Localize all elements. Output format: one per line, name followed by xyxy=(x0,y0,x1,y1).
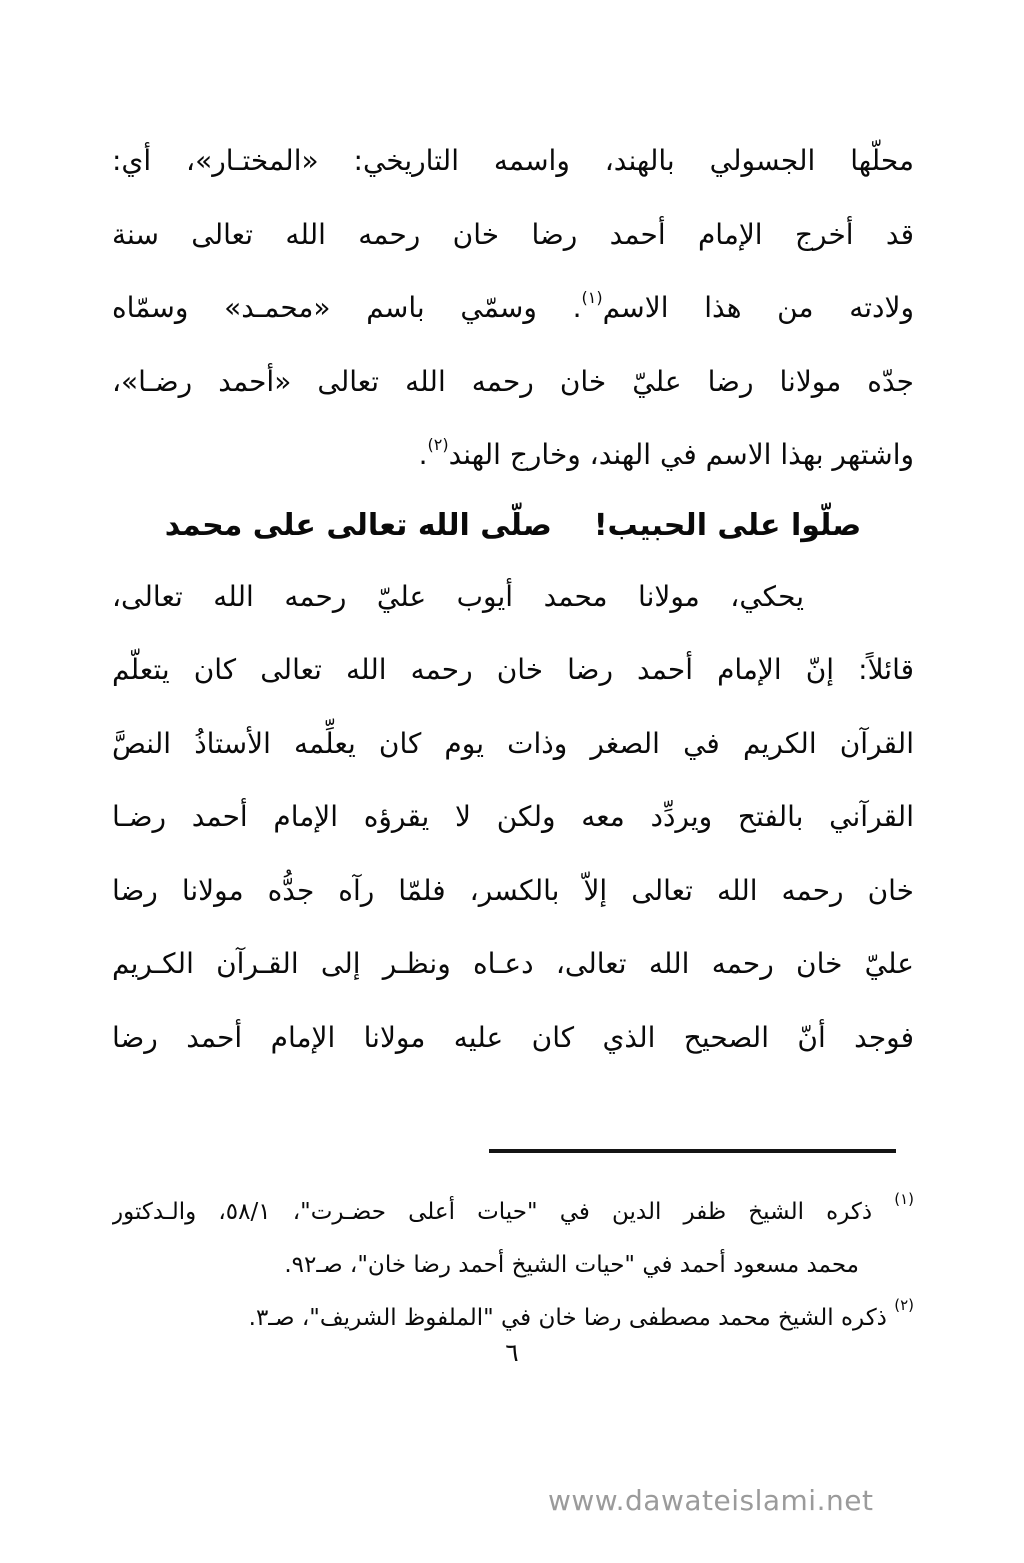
footnote-1-line-1 xyxy=(112,1186,914,1239)
salat-heading xyxy=(112,492,914,560)
body-line-7: يحكي، مولانا محمد أيوب عليّ رحمه الله تعالى، xyxy=(112,579,804,613)
footnote-separator xyxy=(489,1149,896,1153)
body-line-3-text-after: . وسمّي باسم «محمـد» وسمّاه xyxy=(112,291,582,324)
body-line-8: قائلاً: إنّ الإمام أحمد رضا خان رحمه الله تعالى كان يتعلّم xyxy=(112,653,914,686)
body-line-13: فوجد أنّ الصحيح الذي كان عليه مولانا الإمام أحمد رضا xyxy=(112,1020,914,1054)
body-line-10: القرآني بالفتح ويردِّد معه ولكن لا يقرؤه الإمام أحمد رضـا xyxy=(112,800,914,833)
footnote-1-marker: (١) xyxy=(894,1190,914,1209)
footnotes xyxy=(112,1186,914,1345)
footnote-2-marker: (٢) xyxy=(894,1296,914,1315)
body-line-3 xyxy=(112,271,914,345)
body-text xyxy=(112,124,914,1074)
salat-call: صلّوا على الحبيب! xyxy=(593,507,862,543)
body-line-5 xyxy=(112,418,914,492)
watermark-url: www.dawateislami.net xyxy=(548,1484,874,1517)
footnote-ref-2: (٢) xyxy=(427,434,449,454)
body-line-11: خان رحمه الله تعالى إلاّ بالكسر، فلمّا رآه جدُّه مولانا رضا xyxy=(112,873,914,907)
footnote-ref-1: (١) xyxy=(581,287,603,307)
footnote-1-line-2: محمد مسعود أحمد في "حيات الشيخ أحمد رضا خان"، صـ٩٢. xyxy=(284,1252,859,1278)
body-line-1: محلّها الجسولي بالهند، واسمه التاريخي: «المختـار»، أي: xyxy=(112,144,914,177)
salat-response: صلّى الله تعالى على محمد xyxy=(164,507,552,543)
body-line-12: عليّ خان رحمه الله تعالى، دعـاه ونظـر إلى القـرآن الكـريم xyxy=(112,947,914,980)
footnote-2-text: ذكره الشيخ محمد مصطفى رضا خان في "الملفوظ الشريف"، صـ٣. xyxy=(248,1305,887,1331)
body-line-2: قد أخرج الإمام أحمد رضا خان رحمه الله تعالى سنة xyxy=(112,217,914,251)
body-line-9: القرآن الكريم في الصغر وذات يوم كان يعلِّمه الأستاذُ النصَّ xyxy=(112,726,914,760)
body-line-3-text: ولادته من هذا الاسم xyxy=(602,291,914,324)
body-line-4: جدّه مولانا رضا عليّ خان رحمه الله تعالى «أحمد رضـا»، xyxy=(112,364,914,398)
body-line-5-text-after: . xyxy=(418,438,428,471)
body-line-5-text: واشتهر بهذا الاسم في الهند، وخارج الهند xyxy=(448,438,914,471)
footnote-1-text: ذكره الشيخ ظفر الدين في "حيات أعلى حضـرت"، ٥٨/١، والـدكتور xyxy=(112,1199,873,1225)
page-number: ٦ xyxy=(505,1338,519,1367)
